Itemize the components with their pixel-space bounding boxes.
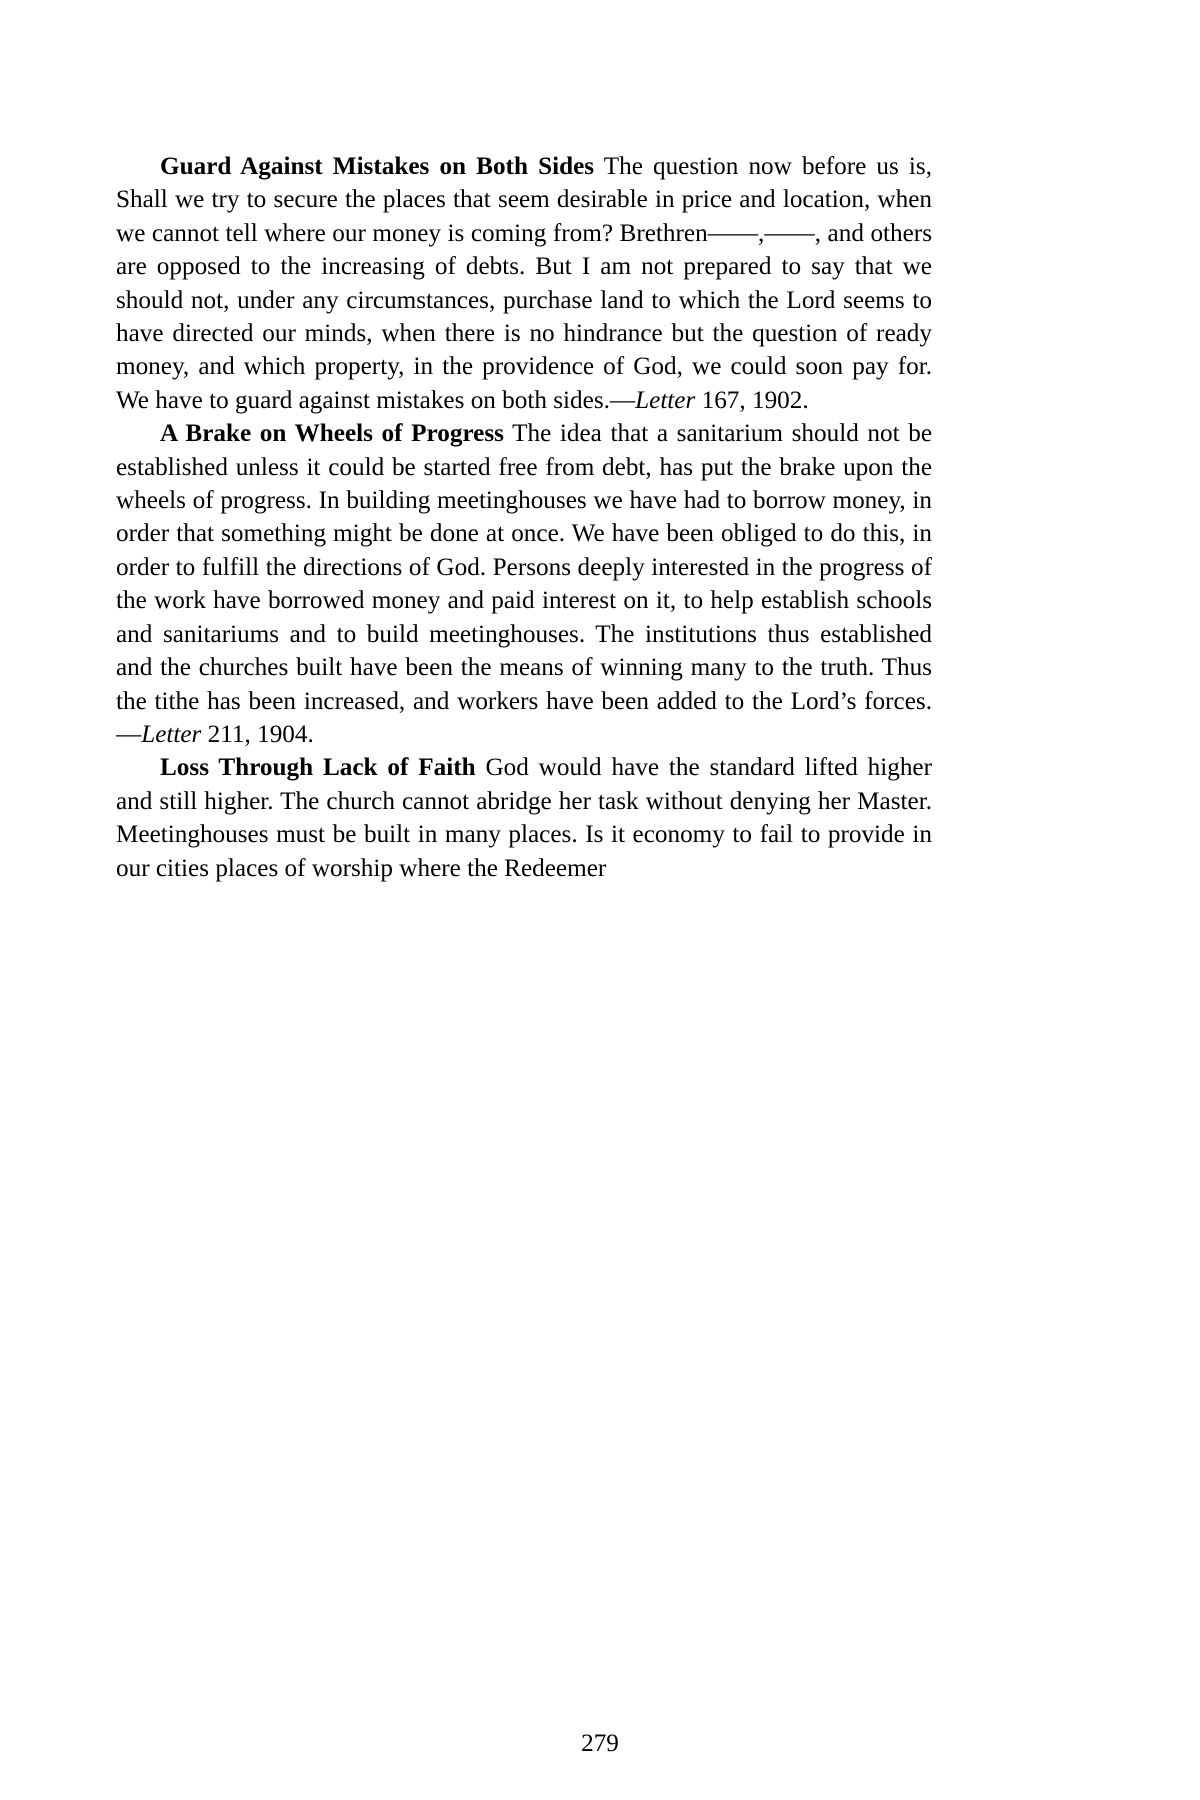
paragraph-body-text: The idea that a sanitarium should not be established unless it could be started free from debt, has put the brake upon the wheels of progress. In building meetinghouses we have had to borrow money, in order that something might be done at once. We have been obliged to do this, in order to fulfill the directions of God. Persons deeply interested in the progress of the work have borrowed money and paid interest on it, to help establish schools and sanitariums and to build meetinghouses. The institutions thus established and the churches built have been the means of winning many to the truth. Thus the tithe has been increased, and workers have been added to the Lord’s forces.— [116,420,932,748]
paragraph-body-text: The question now before us is, Shall we try to secure the places that seem desirable in price and location, when we cannot tell where our money is coming from? Brethren——,——, and others are opposed to the increasing of debts. But I am not prepared to say that we should not, under any circumstances, purchase land to which the Lord seems to have directed our minds, when there is no hindrance but the question of ready money, and which property, in the providence of God, we could soon pay for. We have to guard against mistakes on both sides.— [116,153,932,414]
source-citation-label: Letter [141,720,202,748]
source-citation-label: Letter [635,386,696,414]
run-in-heading-loss-through-lack-of-faith: Loss Through Lack of Faith [160,754,476,782]
body-text-block [116,150,932,885]
paragraph-brake-on-wheels-of-progress [116,417,932,751]
source-citation-number: 211, 1904. [201,720,314,748]
run-in-heading-brake-on-wheels-of-progress: A Brake on Wheels of Progress [160,420,504,448]
run-in-heading-guard-against-mistakes: Guard Against Mistakes on Both Sides [160,153,595,180]
paragraph-body-text: God would have the standard lifted higher and still higher. The church cannot abridge her task without denying her Master. Meetinghouses must be built in many places. Is it economy to fail to provide in our cities places of worship where the Redeemer [116,754,932,882]
paragraph-guard-against-mistakes [116,150,932,417]
paragraph-loss-through-lack-of-faith [116,751,932,885]
page-number: 279 [581,1730,619,1757]
source-citation-number: 167, 1902. [695,386,809,414]
